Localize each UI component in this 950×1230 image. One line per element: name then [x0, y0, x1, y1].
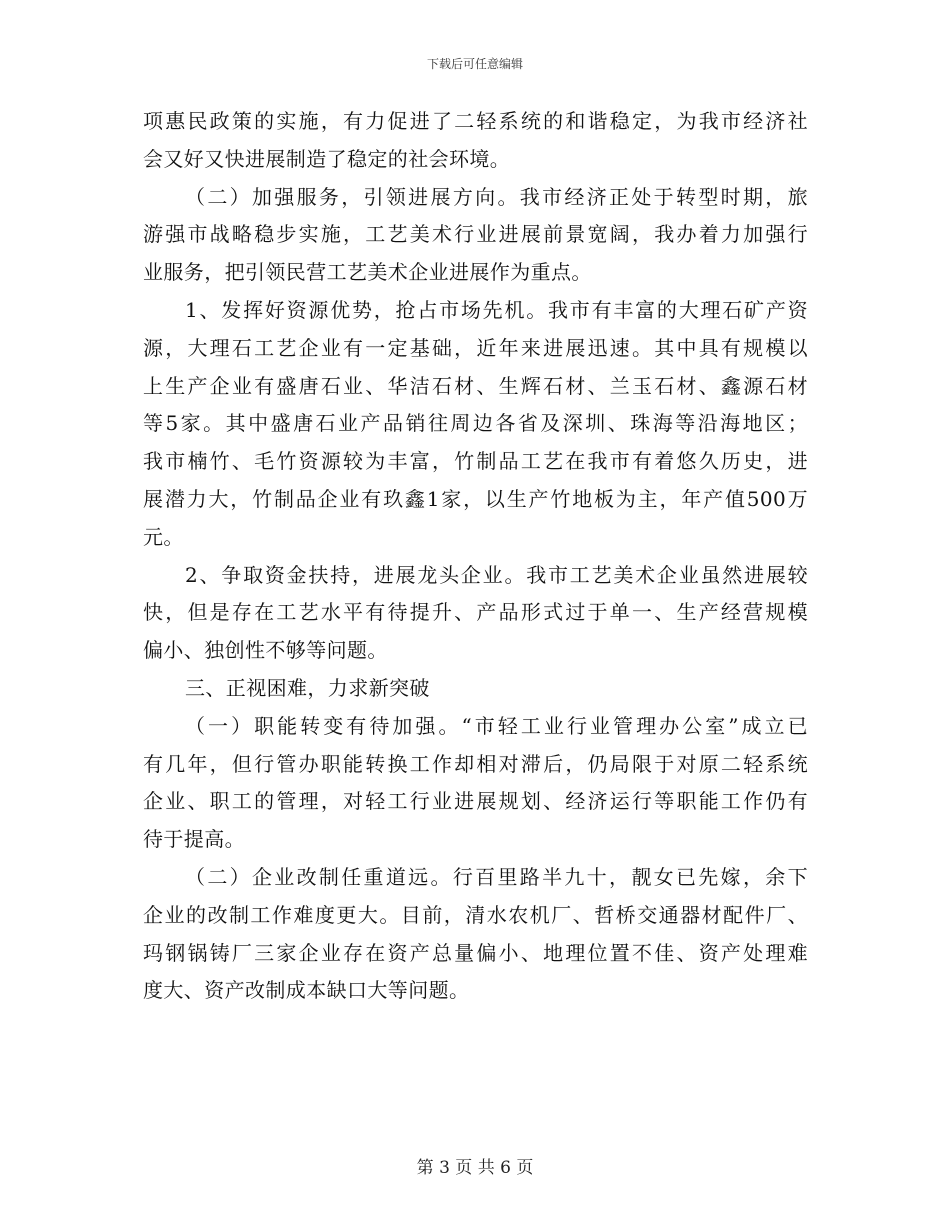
text-line: 企业的改制工作难度更大。目前，清水农机厂、哲桥交通器材配件厂、 [143, 902, 808, 927]
text-line: 会又好又快进展制造了稳定的社会环境。 [143, 146, 511, 171]
page-header: 下载后可任意编辑 [426, 57, 523, 71]
text-line: 企业、职工的管理，对轻工行业进展规划、经济运行等职能工作仍有 [143, 789, 808, 814]
text-line: 上生产企业有盛唐石业、华洁石材、生辉石材、兰玉石材、鑫源石材 [143, 373, 808, 398]
text-line: 三、正视困难，力求新突破 [185, 675, 430, 700]
text-line: 项惠民政策的实施，有力促进了二轻系统的和谐稳定，为我市经济社 [143, 109, 808, 133]
text-line: 偏小、独创性不够等问题。 [143, 638, 388, 663]
text-line: 玛钢锅铸厂三家企业存在资产总量偏小、地理位置不佳、资产处理难 [143, 940, 808, 965]
text-line: 度大、资产改制成本缺口大等问题。 [143, 978, 470, 1003]
text-line: 等5家。其中盛唐石业产品销往周边各省及深圳、珠海等沿海地区； [143, 411, 808, 436]
text-line: （二）加强服务，引领进展方向。我市经济正处于转型时期，旅 [185, 184, 808, 209]
text-line: 1、发挥好资源优势，抢占市场先机。我市有丰富的大理石矿产资 [185, 297, 808, 322]
text-line: 有几年，但行管办职能转换工作却相对滞后，仍局限于对原二轻系统 [143, 751, 808, 776]
text-line: 快，但是存在工艺水平有待提升、产品形式过于单一、生产经营规模 [143, 600, 808, 625]
text-line: （二）企业改制任重道远。行百里路半九十，靓女已先嫁，余下 [185, 864, 808, 889]
text-line: 我市楠竹、毛竹资源较为丰富，竹制品工艺在我市有着悠久历史，进 [143, 449, 808, 474]
text-line: 源，大理石工艺企业有一定基础，近年来进展迅速。其中具有规模以 [143, 335, 808, 360]
document-body [143, 103, 808, 1010]
text-line: 元。 [143, 524, 184, 549]
text-line: 展潜力大，竹制品企业有玖鑫1家，以生产竹地板为主，年产值500万 [143, 486, 808, 511]
text-line: 待于提高。 [143, 827, 245, 852]
text-line: 业服务，把引领民营工艺美术企业进展作为重点。 [143, 260, 592, 285]
text-line: （一）职能转变有待加强。“市轻工业行业管理办公室”成立已 [185, 713, 808, 738]
text-line: 2、争取资金扶持，进展龙头企业。我市工艺美术企业虽然进展较 [185, 562, 808, 587]
page-footer: 第 3 页 共 6 页 [416, 1158, 534, 1178]
text-line: 游强市战略稳步实施，工艺美术行业进展前景宽阔，我办着力加强行 [143, 222, 808, 247]
